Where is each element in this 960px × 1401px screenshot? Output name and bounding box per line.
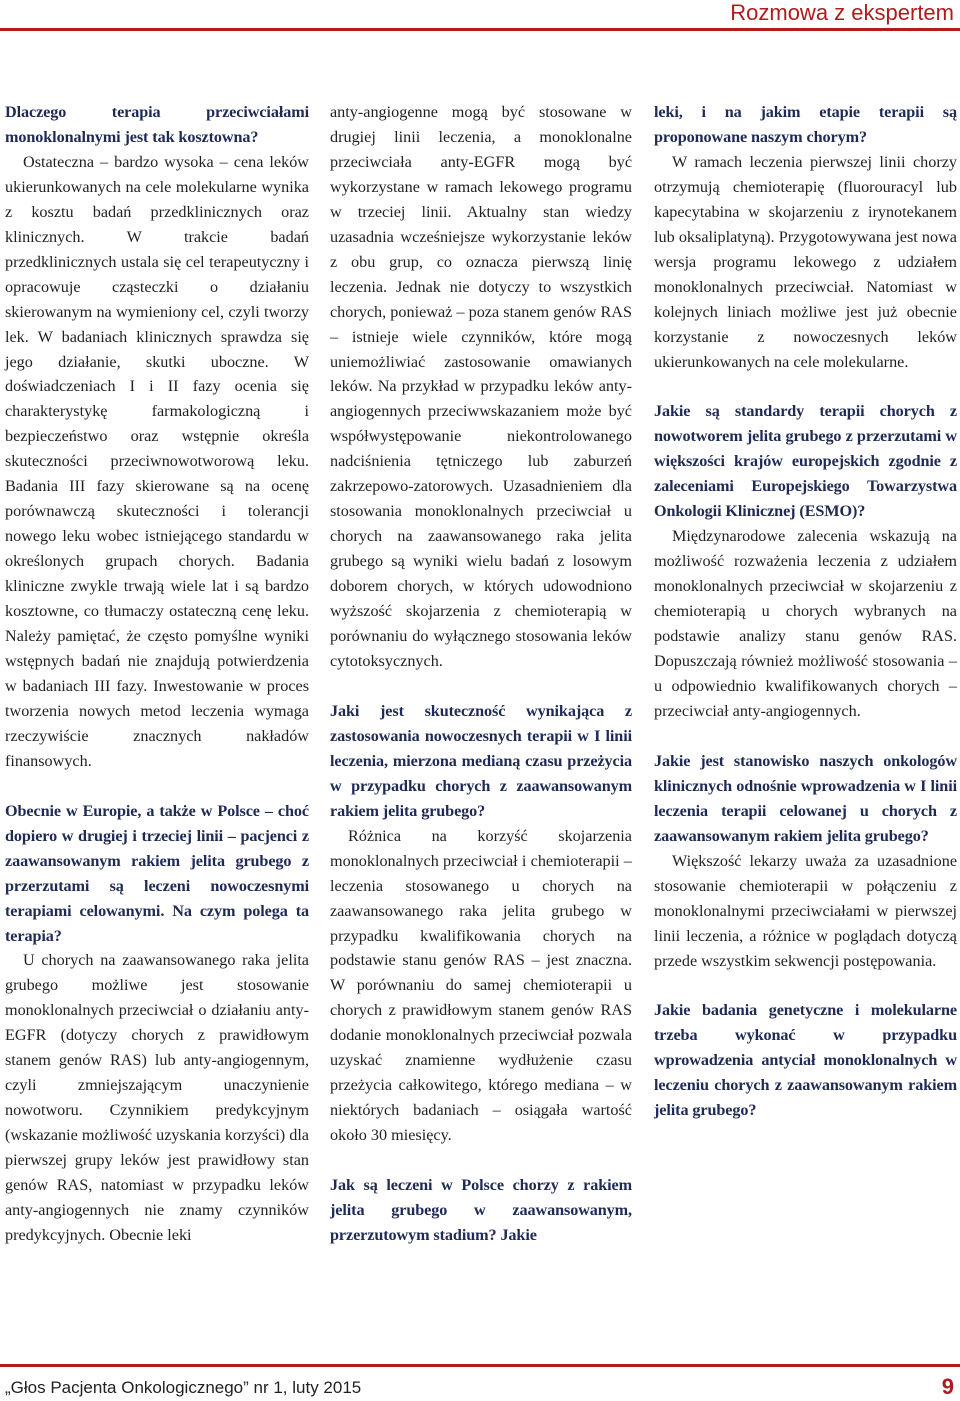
question-heading: Dlaczego terapia przeciwciałami monoklonalnymi jest tak kosztowna? bbox=[5, 103, 309, 146]
running-head-section-title: Rozmowa z ekspertem bbox=[730, 0, 954, 25]
footer-rule bbox=[0, 1364, 960, 1367]
answer-paragraph: Ostateczna – bardzo wysoka – cena leków ukierunkowanych na cele molekularne wynika z kosztu badań przedklinicznych oraz klinicznych. W trakcie badań przedklinicznych ustala się cel terapeutyczny i opracowuje cząsteczki o działaniu skierowanym na wymieniony cel, czyli tworzy lek. W badaniach klinicznych sprawdza się jego działanie, skutki uboczne. W doświadczeniach I i II fazy ocenia się charakterystykę farmakologiczną i bezpieczeństwo oraz wstępnie określa skuteczności przeciwnowotworową leku. Badania III fazy skierowane są na ocenę porównawczą skuteczności i tolerancji nowego leku wobec istniejącego standardu w określonych grupach chorych. Badania kliniczne zwykle trwają wiele lat i są bardzo kosztowne, co tłumaczy ostateczną cenę leku. Należy pamiętać, że często pomyślne wyniki wstępnych badań nie znajdują potwierdzenia w badaniach III fazy. Inwestowanie w proces tworzenia nowych metod leczenia wymaga rzeczywiście znacznych nakładów finansowych. bbox=[5, 152, 309, 770]
page-number: 9 bbox=[941, 1374, 954, 1399]
continued-paragraph: anty-angiogenne mogą być stosowane w drugiej linii leczenia, a monoklonalne przeciwciała anty-EGFR mogą być wykorzystane w ramach lekowego programu w trzeciej linii. Aktualny stan wiedzy uzasadnia wcześniejsze wykorzystanie leków z obu grup, co oznacza pierwszą linię leczenia. Jednak nie dotyczy to wszystkich chorych, ponieważ – poza stanem genów RAS – istnieje wiele czynników, które mogą uniemożliwiać zastosowanie omawianych leków. Na przykład w przypadku leków anty-angiogennych przeciwwskazaniem może być współwystępowanie niekontrolowanego nadciśnienia tętniczego lub zaburzeń zakrzepowo-zatorowych. Uzasadnieniem dla stosowania monoklonalnych przeciwciał u chorych na zaawansowanego raka jelita grubego są wyniki wielu badań z losowym doborem chorych, w których udowodniono wyższość skojarzenia z chemioterapią w porównaniu do wyłącznego stosowania leków cytotoksycznych. bbox=[330, 103, 632, 670]
answer-paragraph: Większość lekarzy uważa za uzasadnione stosowanie chemioterapii w połączeniu z monoklonalnymi przeciwciałami w pierwszej linii leczenia, a różnice w poglądach dotyczą przede wszystkim sekwencji postępowania. bbox=[654, 851, 957, 970]
question-heading: Obecnie w Europie, a także w Polsce – choć dopiero w drugiej i trzeciej linii – pacjenci z zaawansowanym rakiem jelita grubego z przerzutami są leczeni nowoczesnymi terapiami celowanymi. Na czym polega ta terapia? bbox=[5, 801, 309, 945]
question-heading: Jak są leczeni w Polsce chorzy z rakiem jelita grubego w zaawansowanym, przerzutowym stadium? Jakie bbox=[330, 1176, 632, 1244]
answer-paragraph: Różnica na korzyść skojarzenia monoklonalnych przeciwciał i chemioterapii – leczenia stosowanego u chorych na zaawansowanego raka jelita grubego w przypadku kwalifikowania chorych na podstawie stanu genów RAS – jest znaczna. W porównaniu do samej chemioterapii u chorych z prawidłowym stanem genów RAS dodanie monoklonalnych przeciwciał pozwala uzyskać znamienne wydłużenie czasu przeżycia całkowitego, którego mediana – w niektórych badaniach – osiągała wartość około 30 miesięcy. bbox=[330, 826, 632, 1145]
question-heading-continued: leki, i na jakim etapie terapii są proponowane naszym chorym? bbox=[654, 103, 957, 146]
question-heading: Jakie jest stanowisko naszych onkologów klinicznych odnośnie wprowadzenia w I linii leczenia terapii celowanej u chorych z zaawansowanym rakiem jelita grubego? bbox=[654, 751, 957, 845]
question-heading: Jakie są standardy terapii chorych z nowotworem jelita grubego z przerzutami w większości krajów europejskich zgodnie z zaleceniami Europejskiego Towarzystwa Onkologii Klinicznej (ESMO)? bbox=[654, 402, 957, 521]
text-column-3 bbox=[654, 100, 957, 1123]
footer-publication: „Głos Pacjenta Onkologicznego” nr 1, luty 2015 bbox=[5, 1378, 362, 1397]
answer-paragraph: Międzynarodowe zalecenia wskazują na możliwość rozważenia leczenia z udziałem monoklonalnych przeciwciał w skojarzeniu z chemioterapią u chorych wybranych na podstawie analizy stanu genów RAS. Dopuszczają również możliwość stosowania – u odpowiednio kwalifikowanych chorych – przeciwciał anty-angiogennych. bbox=[654, 527, 957, 720]
header-rule bbox=[0, 28, 960, 31]
question-heading: Jakie badania genetyczne i molekularne trzeba wykonać w przypadku wprowadzenia antyciał monoklonalnych w leczeniu chorych z zaawansowanym rakiem jelita grubego? bbox=[654, 1001, 957, 1120]
text-column-1 bbox=[5, 100, 309, 1248]
question-heading: Jaki jest skuteczność wynikająca z zastosowania nowoczesnych terapii w I linii leczenia, mierzona medianą czasu przeżycia w przypadku chorych z zaawansowanym rakiem jelita grubego? bbox=[330, 701, 632, 820]
answer-paragraph: U chorych na zaawansowanego raka jelita grubego możliwe jest stosowanie monoklonalnych przeciwciał o działaniu anty-EGFR (dotyczy chorych z prawidłowym stanem genów RAS) lub anty-angiogennym, czyli zmniejszającym unaczynienie nowotworu. Czynnikiem predykcyjnym (wskazanie możliwość uzyskania korzyści) dla pierwszej grupy leków jest prawidłowy stan genów RAS, natomiast w przypadku leków anty-angiogennych nie znamy czynników predykcyjnych. Obecnie leki bbox=[5, 951, 309, 1244]
answer-paragraph: W ramach leczenia pierwszej linii chorzy otrzymują chemioterapię (fluorouracyl lub kapecytabina w skojarzeniu z irynotekanem lub oksaliplatyną). Przygotowywana jest nowa wersja programu lekowego z udziałem monoklonalnych przeciwciał. Natomiast w kolejnych liniach możliwe jest już obecnie korzystanie z nowoczesnych leków ukierunkowanych na cele molekularne. bbox=[654, 152, 957, 371]
text-column-2 bbox=[330, 100, 632, 1248]
